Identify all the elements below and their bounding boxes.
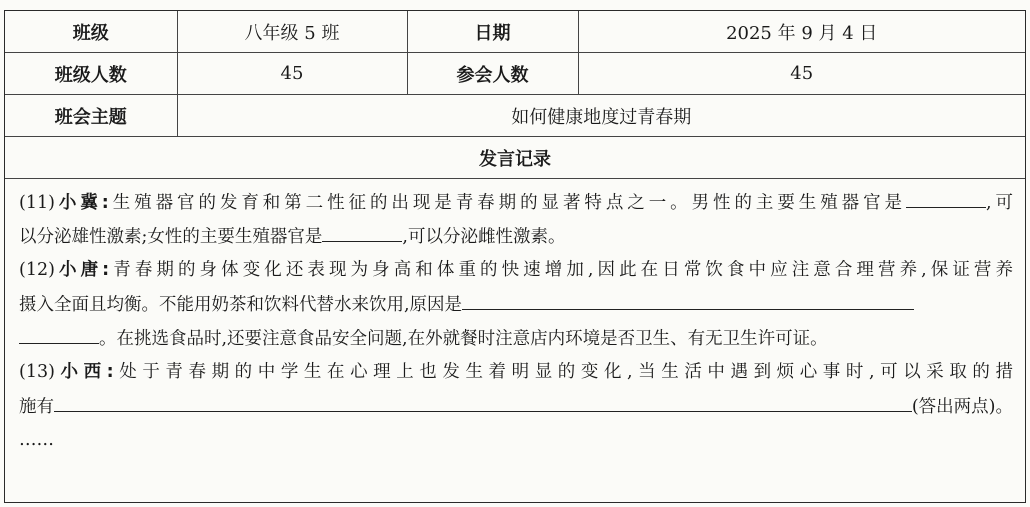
class-count-label: 班级人数	[5, 53, 177, 95]
record-11-line-1	[19, 185, 1013, 219]
record-11-line-2	[19, 219, 1013, 253]
answer-blank-measures[interactable]	[54, 389, 912, 412]
meeting-info-table	[5, 11, 1025, 179]
count-row	[5, 53, 1025, 95]
theme-value: 如何健康地度过青春期	[177, 95, 1025, 137]
record-11-text-cont: ,可	[986, 193, 1014, 213]
record-13-number: (13)	[19, 362, 55, 382]
record-12-line-2	[19, 287, 1013, 321]
theme-label: 班会主题	[5, 95, 177, 137]
record-11-speaker: 小冀:	[54, 193, 109, 213]
record-11-number: (11)	[19, 193, 55, 213]
record-12-line-1	[19, 253, 1013, 287]
class-value: 八年级 5 班	[177, 11, 407, 53]
answer-blank-reason[interactable]	[462, 287, 914, 310]
theme-row	[5, 95, 1025, 137]
records-ellipsis: ……	[19, 430, 54, 450]
class-row	[5, 11, 1025, 53]
answer-blank-reason-cont[interactable]	[19, 321, 99, 344]
speech-records	[5, 179, 1025, 457]
record-12-text-line2: 摄入全面且均衡。不能用奶茶和饮料代替水来饮用,原因是	[19, 295, 463, 315]
record-12-text: 青春期的身体变化还表现为身高和体重的快速增加,因此在日常饮食中应注意合理营养,保证营养	[109, 260, 1014, 280]
record-12-line-3	[19, 321, 1013, 355]
record-12-number: (12)	[19, 260, 55, 280]
answer-blank-female-organ[interactable]	[322, 219, 402, 242]
record-11-text-end: ,可以分泌雌性激素。	[402, 227, 566, 247]
date-value: 2025 年 9 月 4 日	[578, 11, 1025, 53]
attendance-value: 45	[578, 53, 1025, 95]
record-13-text-line2: 施有	[19, 397, 54, 417]
record-12-text-end: 。在挑选食品时,还要注意食品安全问题,在外就餐时注意店内环境是否卫生、有无卫生许可证。	[99, 329, 828, 349]
record-13-line-2	[19, 389, 1013, 423]
class-label: 班级	[5, 11, 177, 53]
record-13-text-end: (答出两点)。	[911, 397, 1013, 417]
records-header-row	[5, 137, 1025, 179]
meeting-record-sheet	[4, 10, 1026, 503]
attendance-label: 参会人数	[407, 53, 578, 95]
record-13-text: 处于青春期的中学生在心理上也发生着明显的变化,当生活中遇到烦心事时,可以采取的措	[113, 362, 1014, 382]
answer-blank-male-organ[interactable]	[906, 185, 986, 208]
date-label: 日期	[407, 11, 578, 53]
record-11-text: 生殖器官的发育和第二性征的出现是青春期的显著特点之一。男性的主要生殖器官是	[108, 193, 906, 213]
record-13-speaker: 小西:	[54, 362, 114, 382]
record-11-text-line2: 以分泌雄性激素;女性的主要生殖器官是	[19, 227, 323, 247]
records-header: 发言记录	[5, 137, 1025, 179]
record-12-speaker: 小唐:	[54, 260, 110, 280]
class-count-value: 45	[177, 53, 407, 95]
record-13-line-1	[19, 355, 1013, 389]
